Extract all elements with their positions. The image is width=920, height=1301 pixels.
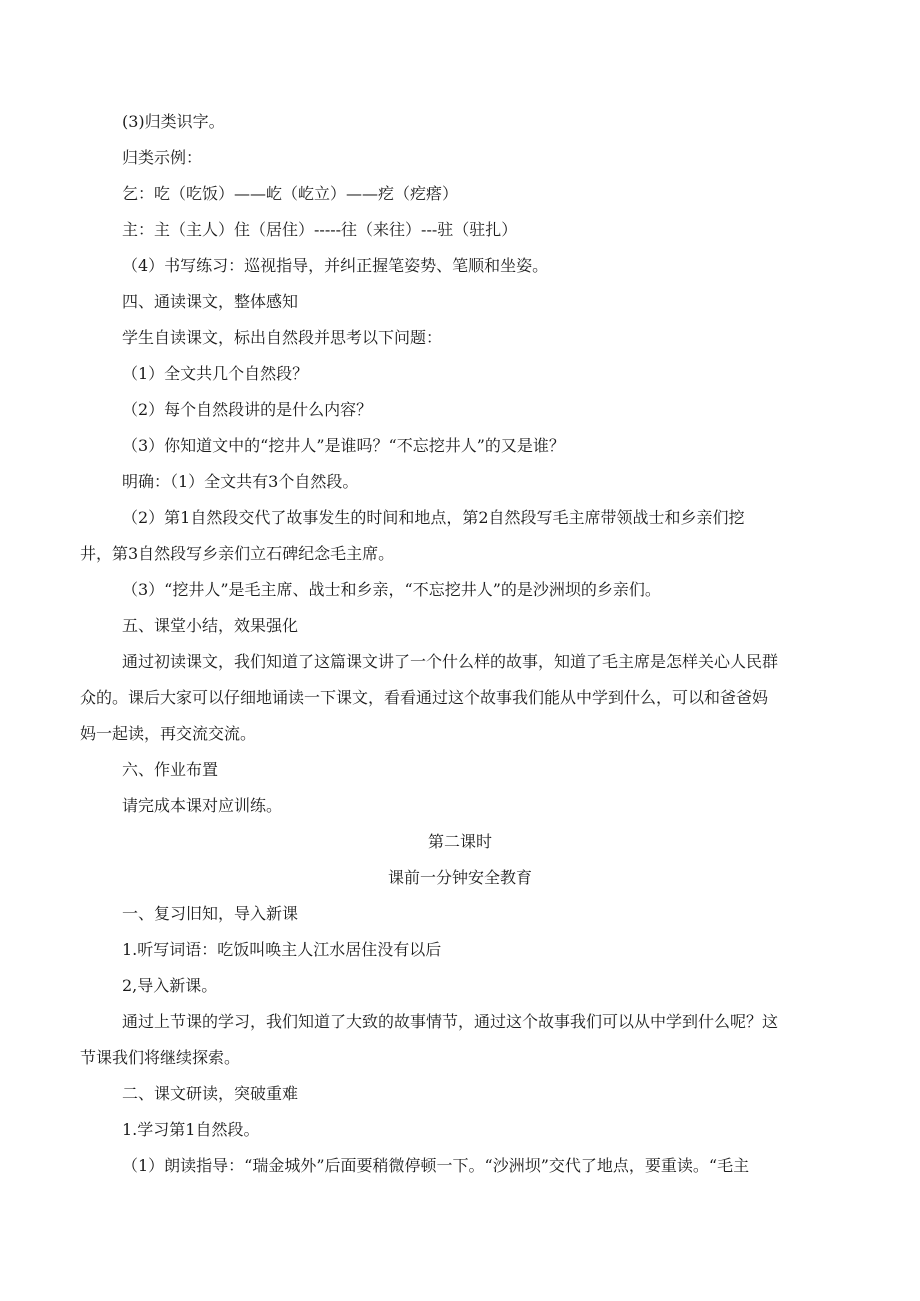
text-line: （2）第1自然段交代了故事发生的时间和地点，第2自然段写毛主席带领战士和乡亲们挖: [122, 508, 745, 527]
section-heading: 四、通读课文，整体感知: [122, 292, 299, 311]
section-heading: 一、复习旧知，导入新课: [122, 904, 299, 923]
text-line: 节课我们将继续探索。: [80, 1048, 241, 1067]
text-line: 妈一起读，再交流交流。: [80, 724, 257, 743]
text-line: （3）你知道文中的“挖井人”是谁吗？“不忘挖井人”的又是谁？: [122, 436, 565, 455]
text-line: 通过初读课文，我们知道了这篇课文讲了一个什么样的故事，知道了毛主席是怎样关心人民群: [122, 652, 779, 671]
text-line: （4）书写练习：巡视指导，并纠正握笔姿势、笔顺和坐姿。: [122, 256, 549, 275]
text-line: (3)归类识字。: [122, 112, 225, 131]
text-line: 学生自读课文，标出自然段并思考以下问题：: [122, 328, 443, 347]
section-heading: 二、课文研读，突破重难: [122, 1084, 299, 1103]
lesson-title: 第二课时: [427, 832, 492, 851]
text-line: （1）朗读指导：“瑞金城外”后面要稍微停顿一下。“沙洲坝”交代了地点，要重读。“毛主: [122, 1156, 750, 1175]
text-line: 明确：（1）全文共有3个自然段。: [122, 472, 359, 491]
text-line: 2,导入新课。: [122, 976, 218, 995]
text-line: 归类示例：: [122, 148, 203, 167]
section-heading: 五、课堂小结，效果强化: [122, 616, 299, 635]
lesson-subtitle: 课前一分钟安全教育: [387, 868, 532, 887]
text-line: （2）每个自然段讲的是什么内容？: [122, 400, 373, 419]
text-line: 主：主（主人）住（居住）-----往（来往）---驻（驻扎）: [122, 220, 518, 239]
text-line: 乞：吃（吃饭）——屹（屹立）——疙（疙瘩）: [122, 184, 459, 203]
text-line: 1.听写词语：吃饭叫唤主人江水居住没有以后: [122, 940, 442, 959]
text-line: （3）“挖井人”是毛主席、战士和乡亲，“不忘挖井人”的是沙洲坝的乡亲们。: [122, 580, 661, 599]
text-line: 请完成本课对应训练。: [122, 796, 283, 815]
text-line: 井，第3自然段写乡亲们立石碑纪念毛主席。: [80, 544, 395, 563]
text-line: 通过上节课的学习，我们知道了大致的故事情节，通过这个故事我们可以从中学到什么呢？这: [122, 1012, 779, 1031]
text-line: 1.学习第1自然段。: [122, 1120, 260, 1139]
section-heading: 六、作业布置: [122, 760, 219, 779]
text-line: 众的。课后大家可以仔细地诵读一下课文，看看通过这个故事我们能从中学到什么，可以和爸爸妈: [80, 688, 769, 707]
text-line: （1）全文共几个自然段？: [122, 364, 309, 383]
